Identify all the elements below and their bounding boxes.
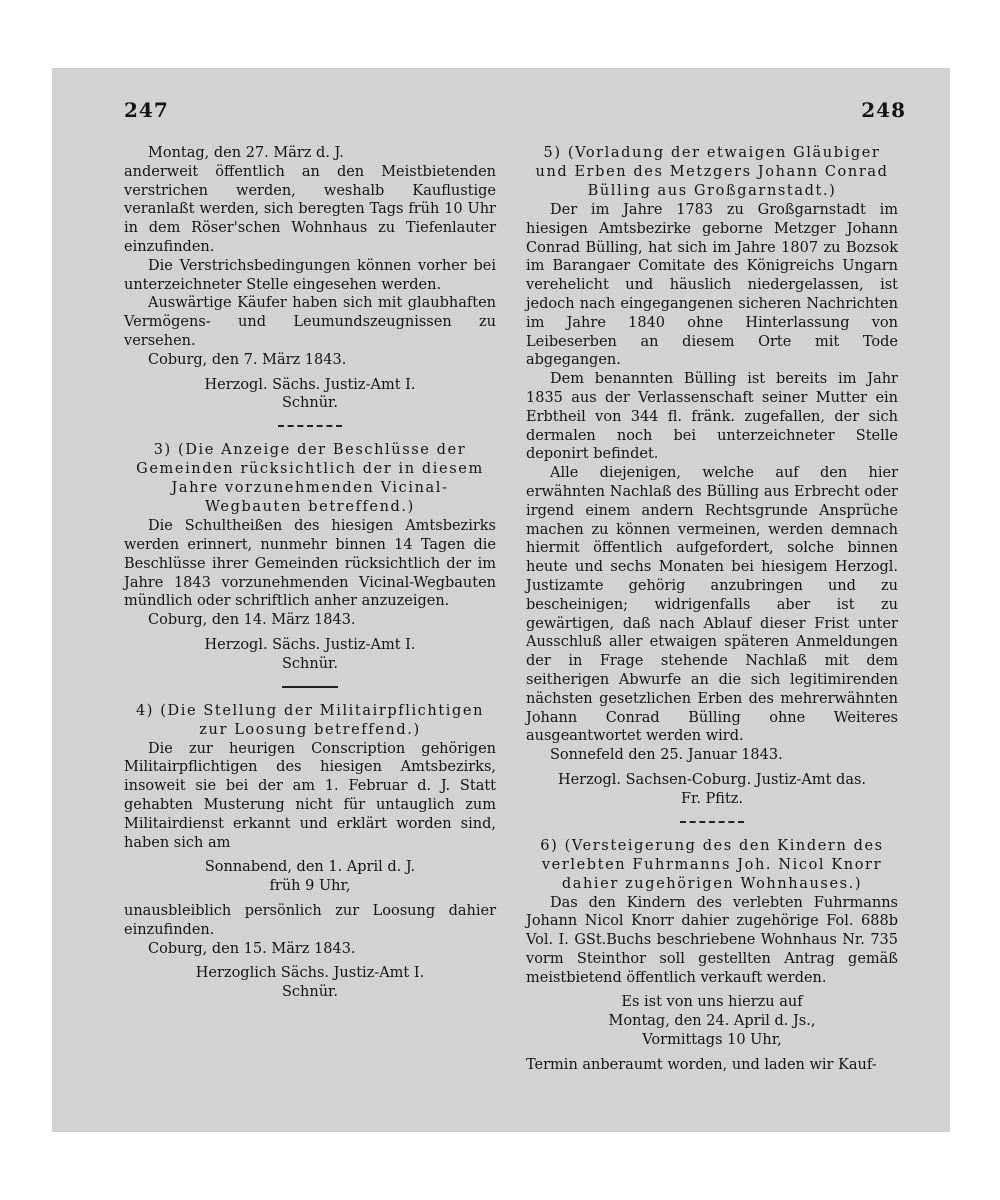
- section-3-authority: Herzogl. Sächs. Justiz-Amt I.: [204, 636, 416, 653]
- section-3-heading: 3) (Die Anzeige der Beschlüsse der Gemeinden rücksichtlich der in diesem Jahre vorzunehmenden Vicinal-Wegbauten betreffend.): [136, 442, 484, 516]
- section-4-body: Die zur heurigen Conscription gehörigen Militairpflichtigen des hiesigen Amtsbezirks, insoweit sie bei der am 1. Februar d. J. Statt gehabten Musterung nicht für untauglich zum Militairdienst erkannt und erklärt worden sind, haben sich am: [124, 740, 496, 851]
- section-6-date-line: Montag, den 24. April d. Js.,: [608, 1013, 816, 1030]
- section-5-paragraph-3: Alle diejenigen, welche auf den hier erwähnten Nachlaß des Bülling aus Erbrecht oder irgend einem andern Rechtsgrunde Ansprüche machen zu können vermeinen, werden demnach hiermit öffentlich aufgefordert, solche binnen heute und sechs Monaten bei hiesigem Herzogl. Justizamte gehörig anzubringen und zu bescheinigen; widrigenfalls aber ist zu gewärtigen, daß nach Ablauf dieser Frist unter Ausschluß aller etwaigen späteren Anmeldungen der in Frage stehende Nachlaß mit dem seitherigen Abwurfe an die sich legitimirenden nächsten gesetzlichen Erben des mehrerwähnten Johann Conrad Bülling ohne Weiteres ausgeantwortet werden wird.: [526, 465, 898, 745]
- page-number-left: 247: [124, 98, 169, 122]
- section-5-authority: Herzogl. Sachsen-Coburg. Justiz-Amt das.: [557, 771, 867, 788]
- section-6-heading: 6) (Versteigerung des den Kindern des verlebten Fuhrmanns Joh. Nicol Knorr dahier zugehörigen Wohnhauses.): [540, 837, 884, 892]
- notice-date-line: Montag, den 27. März d. J.: [148, 145, 344, 161]
- scanned-page-spread: [52, 68, 950, 1132]
- section-3-place-date: Coburg, den 14. März 1843.: [148, 612, 356, 629]
- left-column: [124, 144, 496, 1002]
- notice-body: anderweit öffentlich an den Meistbietenden verstrichen werden, weshalb Kauflustige veranlaßt werden, sich beregten Tags früh 10 Uhr in dem Röser'schen Wohnhaus zu Tiefenlauter einzufinden.: [124, 163, 496, 255]
- section-5-place-date: Sonnefeld den 25. Januar 1843.: [550, 747, 783, 764]
- section-4-date-line: Sonnabend, den 1. April d. J.: [204, 859, 416, 876]
- section-4-heading: 4) (Die Stellung der Militairpflichtigen zur Loosung betreffend.): [135, 702, 485, 738]
- section-6-intro-line: Es ist von uns hierzu auf: [621, 994, 803, 1011]
- section-divider: [680, 821, 744, 823]
- page-number-right: 248: [861, 98, 906, 122]
- notice-authority: Herzogl. Sächs. Justiz-Amt I.: [204, 376, 416, 393]
- section-4-body-continued: unausbleiblich persönlich zur Loosung dahier einzufinden.: [124, 902, 496, 938]
- section-4-time-line: früh 9 Uhr,: [269, 878, 351, 895]
- section-3-body: Die Schultheißen des hiesigen Amtsbezirks werden erinnert, nunmehr binnen 14 Tagen die Beschlüsse ihrer Gemeinden rücksichtlich der im Jahre 1843 vorzunehmenden Vicinal-Wegbauten mündlich oder schriftlich anher anzuzeigen.: [124, 518, 496, 610]
- section-5-paragraph-2: Dem benannten Bülling ist bereits im Jahr 1835 aus der Verlassenschaft seiner Mutter ein Erbtheil von 344 fl. fränk. zugefallen, der sich dermalen noch bei unterzeichneter Stelle deponirt befindet.: [526, 371, 898, 463]
- section-3-signer: Schnür.: [281, 655, 339, 672]
- section-5-paragraph-1: Der im Jahre 1783 zu Großgarnstadt im hiesigen Amtsbezirke geborne Metzger Johann Conrad Bülling, hat sich im Jahre 1807 zu Bozsok im Barangaer Comitate des Königreichs Ungarn verehelicht und häuslich niedergelassen, ist jedoch nach eingegangenen sicheren Nachrichten im Jahre 1840 ohne Hinterlassung von Leibeserben an diesem Orte mit Tode abgegangen.: [526, 202, 898, 369]
- section-divider: [278, 425, 342, 427]
- section-4-signer: Schnür.: [281, 984, 339, 1001]
- section-6-body: Das den Kindern des verlebten Fuhrmanns Johann Nicol Knorr dahier zugehörige Fol. 688b Vol. I. GSt.Buchs beschriebene Wohnhaus Nr. 735 vorm Steinthor soll gestellten Antrag gemäß meistbietend öffentlich verkauft werden.: [526, 894, 898, 986]
- section-divider: [282, 686, 338, 688]
- section-6-time-line: Vormittags 10 Uhr,: [642, 1032, 782, 1049]
- section-4-authority: Herzoglich Sächs. Justiz-Amt I.: [195, 965, 425, 982]
- section-5-signer: Fr. Pfitz.: [680, 790, 744, 807]
- notice-signer: Schnür.: [281, 395, 339, 412]
- notice-conditions: Die Verstrichsbedingungen können vorher bei unterzeichneter Stelle eingesehen werden.: [124, 257, 496, 293]
- notice-place-date: Coburg, den 7. März 1843.: [148, 351, 347, 368]
- section-6-tail: Termin anberaumt worden, und laden wir Kauf-: [526, 1056, 877, 1073]
- notice-buyers: Auswärtige Käufer haben sich mit glaubhaften Vermögens- und Leumundszeugnissen zu versehen.: [124, 295, 496, 349]
- section-4-place-date: Coburg, den 15. März 1843.: [148, 940, 356, 957]
- right-column: [526, 144, 898, 1075]
- section-5-heading: 5) (Vorladung der etwaigen Gläubiger und Erben des Metzgers Johann Conrad Bülling aus Großgarnstadt.): [535, 145, 889, 199]
